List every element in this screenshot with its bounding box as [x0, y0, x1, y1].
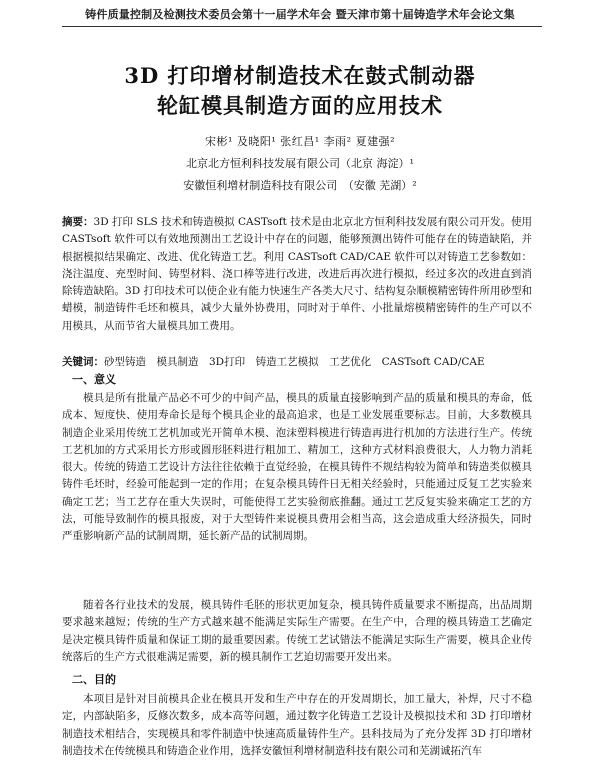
paper-title-line-2: 轮缸模具制造方面的应用技术 — [157, 93, 443, 118]
keywords — [62, 354, 532, 371]
abstract — [62, 214, 532, 335]
body-paragraph: 本项目是针对目前模具企业在模具开发和生产中存在的开发周期长，加工量大，补焊，尺寸不稳定，内部缺陷多，反修次数多，成本高等问题，通过数字化铸造工艺设计及模拟技术和 3D 打印增材制造技术相结合，实现模具和零件制造中快速高质量铸件生产。县科技局为了充分发挥 3D 打印增材制造技术在传统模具和铸造企业作用，选择安徽恒利增材制造科技有限公司和芜湖诚拓汽车 — [62, 693, 532, 757]
abstract-label: 摘要： — [62, 216, 94, 228]
section-heading-significance: 一、意义 — [72, 373, 116, 386]
paper-title-line-1: 3D 打印增材制造技术在鼓式制动器 — [124, 63, 476, 88]
keywords-label: 关键词： — [62, 356, 104, 368]
body-paragraph: 随着各行业技术的发展，模具铸件毛胚的形状更加复杂，模具铸件质量要求不断提高，出品周期要求越来越短；传统的生产方式越来越不能满足实际生产需要。在生产中，合理的模具铸造工艺确定是决定模具铸件质量和保证工期的最重要因素。传统工艺试错法不能满足实际生产需要，模具企业传统落后的生产方式很难满足需要，新的模具制作工艺迫切需要开发出来。 — [62, 599, 532, 663]
affiliation-2: 安徽恒利增材制造科技有限公司 （安徽 芜湖）² — [183, 179, 417, 192]
running-header: 铸件质量控制及检测技术委员会第十一届学术年会 暨天津市第十届铸造学术年会论文集 — [85, 8, 515, 21]
header-divider — [62, 26, 542, 27]
affiliation-1: 北京北方恒利科技发展有限公司（北京 海淀）¹ — [186, 157, 414, 170]
section-heading-purpose: 二、目的 — [72, 673, 116, 686]
body-paragraph: 模具是所有批量产品必不可少的中间产品，模具的质量直接影响到产品的质量和模具的寿命，低成本、短度快、使用寿命长是每个模具企业的最高追求，也是工业发展重要标志。目前，大多数模具制造企业采用传统工艺机加或光开简单木模、泡沫塑料模进行铸造再进行机加的方法进行生产。传统工艺机加的方式采用长方形或圆形胚料进行粗加工、精加工，这种方式材料浪费很大，人力物力消耗很大。传统的铸造工艺设计方法往往依赖于直觉经验，在模具铸件不规结构较为简单和铸造类似模具铸件毛坯时，经验可能起到一定的作用；在复杂模具铸件日无相关经验时，只能通过反复工艺实验来确定工艺；当工艺存在重大失误时，可能使得工艺实验彻底推翻。通过工艺反复实验来确定工艺的方法，可能导致制作的模具报废，对于大型铸件来说模具费用会相当高，这会造成重大经济损失，同时严重影响新产品的试制周期，延长新产品的试制周期。 — [62, 392, 532, 543]
author-list: 宋彬¹ 及晓阳¹ 张红昌¹ 李雨² 夏建强² — [204, 135, 396, 148]
keywords-text: 砂型铸造 模具制造 3D打印 铸造工艺模拟 工艺优化 CASTsoft CAD/CAE — [104, 356, 485, 368]
abstract-text: 3D 打印 SLS 技术和铸造模拟 CASTsoft 技术是由北京北方恒利科技发展有限公司开发。使用 CASTsoft 软件可以有效地预测出工艺设计中存在的问题，能够预测出铸件可能存在的铸造缺陷，并根据模拟结果确定、改进、优化铸造工艺。利用 CASTsoft CAD/CAE 软件可以对铸造工艺参数如：浇注温度、充型时间、铸型材料、浇口棒等进行改进，改进后再次进行模拟，经过多次的改进直到消除铸造缺陷。3D 打印技术可以使企业有能力快速生产各类大尺寸、结构复杂顺模精密铸件所用砂型和蜡模，制造铸件毛坯和模具，减少大量外协费用，同时对于单件、小批量熔模精密铸件的生产可以不用模具，从而节省大量模具加工费用。 — [62, 216, 533, 332]
